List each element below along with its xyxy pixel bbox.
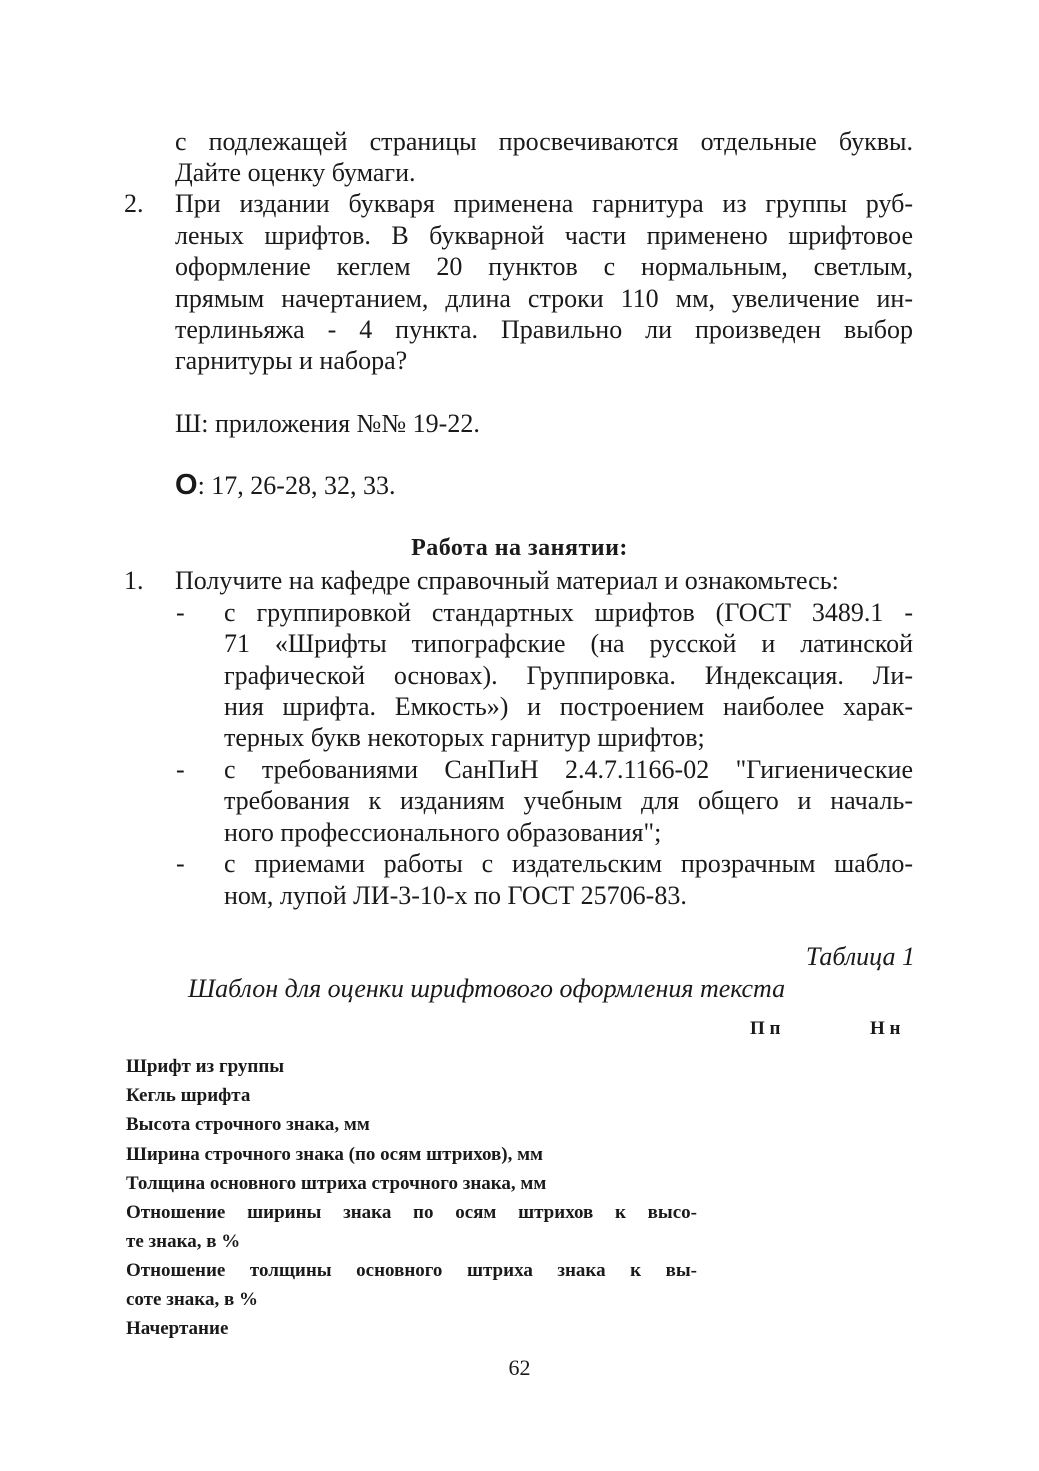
table-row: соте знака, в % bbox=[126, 1289, 258, 1310]
bullet2-line-3: ного профессионального образования"; bbox=[224, 818, 662, 847]
para1-line-1: с подлежащей страницы просвечиваются отдельные буквы. bbox=[175, 127, 913, 156]
reference-o-letter: О bbox=[175, 469, 198, 501]
table-label: Таблица 1 bbox=[805, 942, 915, 971]
reference-o-pages: : 17, 26-28, 32, 33. bbox=[197, 471, 396, 500]
bullet1-line-5: терных букв некоторых гарнитур шрифтов; bbox=[224, 723, 705, 752]
item2-number: 2. bbox=[124, 189, 144, 218]
bullet2-dash: - bbox=[176, 755, 185, 784]
table-row: Отношение ширины знака по осям штрихов к высо- bbox=[126, 1202, 697, 1223]
table-row: Начертание bbox=[126, 1318, 229, 1339]
bullet2-line-1: с требованиями СанПиН 2.4.7.1166-02 "Гигиенические bbox=[224, 755, 913, 784]
item2-line-1: При издании букваря применена гарнитура из группы руб- bbox=[175, 189, 913, 218]
reference-sh: Ш: приложения №№ 19-22. bbox=[175, 409, 480, 438]
item2-line-3: оформление кеглем 20 пунктов с нормальным, светлым, bbox=[175, 252, 913, 281]
item2-line-6: гарнитуры и набора? bbox=[175, 346, 408, 375]
para1-line-2: Дайте оценку бумаги. bbox=[175, 158, 416, 187]
section-title: Работа на занятии: bbox=[411, 535, 628, 561]
bullet1-line-4: ния шрифта. Емкость») и построением наиболее харак- bbox=[224, 692, 913, 721]
bullet1-line-2: 71 «Шрифты типографские (на русской и латинской bbox=[224, 629, 913, 658]
bullet1-line-1: с группировкой стандартных шрифтов (ГОСТ 3489.1 - bbox=[224, 598, 913, 627]
column-header-pp: П п bbox=[750, 1018, 781, 1039]
bullet3-line-2: ном, лупой ЛИ-3-10-х по ГОСТ 25706-83. bbox=[224, 881, 687, 910]
bullet3-dash: - bbox=[176, 849, 185, 878]
bullet2-line-2: требования к изданиям учебным для общего и началь- bbox=[224, 786, 913, 815]
page-number: 62 bbox=[508, 1355, 531, 1380]
task1-number: 1. bbox=[124, 566, 144, 595]
table-row: Ширина строчного знака (по осям штрихов), мм bbox=[126, 1144, 543, 1165]
table-row: Отношение толщины основного штриха знака к вы- bbox=[126, 1260, 697, 1281]
table-row: Шрифт из группы bbox=[126, 1056, 285, 1077]
table-row: Толщина основного штриха строчного знака, мм bbox=[126, 1173, 547, 1194]
bullet3-line-1: с приемами работы с издательским прозрачным шабло- bbox=[224, 849, 913, 878]
table-row: те знака, в % bbox=[126, 1231, 241, 1252]
table-row: Кегль шрифта bbox=[126, 1085, 251, 1106]
bullet1-dash: - bbox=[176, 598, 185, 627]
column-header-nn: Н н bbox=[870, 1018, 901, 1039]
item2-line-2: леных шрифтов. В букварной части применено шрифтовое bbox=[175, 221, 913, 250]
table-caption: Шаблон для оценки шрифтового оформления текста bbox=[188, 974, 786, 1003]
item2-line-4: прямым начертанием, длина строки 110 мм, увеличение ин- bbox=[175, 284, 913, 313]
item2-line-5: терлиньяжа - 4 пункта. Правильно ли произведен выбор bbox=[175, 315, 913, 344]
table-row: Высота строчного знака, мм bbox=[126, 1114, 370, 1135]
task1-lead: Получите на кафедре справочный материал и ознакомьтесь: bbox=[175, 566, 839, 595]
reference-o bbox=[175, 470, 395, 501]
bullet1-line-3: графической основах). Группировка. Индексация. Ли- bbox=[224, 661, 913, 690]
